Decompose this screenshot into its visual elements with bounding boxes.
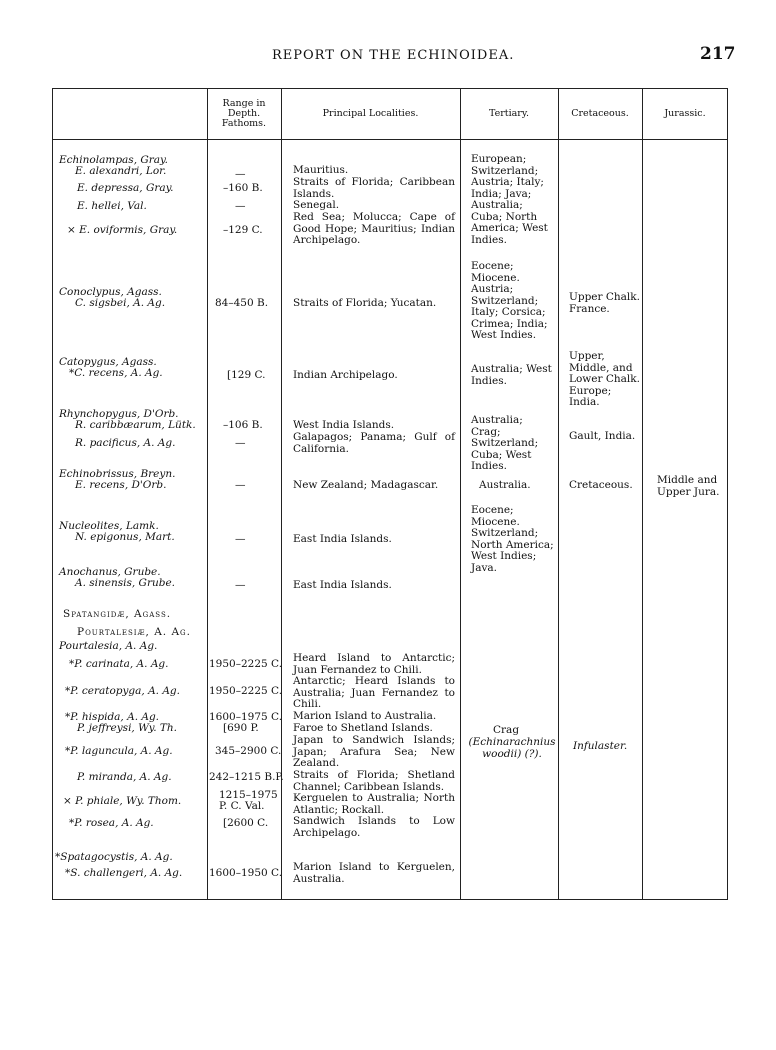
depth-value: —: [235, 579, 246, 591]
depth-value: 84–450 B.: [215, 297, 269, 309]
species-name: P. jeffreysi, Wy. Th.: [77, 722, 177, 734]
locality-text: New Zealand; Madagascar.: [293, 479, 439, 491]
tertiary-text: Australia; Crag; Switzerland; Cuba; West Indies.: [471, 414, 539, 472]
tertiary-text: Australia.: [479, 479, 531, 491]
locality-text: Heard Island to Antarctic; Juan Fernandez to Chili.: [293, 652, 455, 676]
depth-value: –160 B.: [223, 182, 263, 194]
locality-text: Indian Archipelago.: [293, 369, 398, 381]
depth-value: —: [235, 479, 246, 491]
species-name: R. caribbæarum, Lütk.: [75, 419, 196, 431]
locality-text: Mauritius.: [293, 164, 349, 176]
cretaceous-text: Cretaceous.: [569, 479, 633, 491]
locality-text: West India Islands.: [293, 419, 395, 431]
species-name: P. miranda, A. Ag.: [77, 771, 172, 783]
genus-name: *Spatagocystis, A. Ag.: [55, 851, 173, 863]
species-name: R. pacificus, A. Ag.: [75, 437, 176, 449]
species-name: × P. phiale, Wy. Thom.: [63, 795, 182, 807]
species-name: E. recens, D'Orb.: [75, 479, 167, 491]
tertiary-text: (Echinarachnius woodii) (?).: [468, 736, 556, 760]
locality-text: Straits of Florida; Shetland Channel; Caribbean Islands.: [293, 769, 455, 793]
depth-value: [2600 C.: [223, 817, 269, 829]
tertiary-text: Australia; West Indies.: [471, 363, 552, 387]
locality-text: Japan to Sandwich Islands; Japan; Arafura Sea; New Zealand.: [293, 734, 455, 769]
locality-text: Galapagos; Panama; Gulf of California.: [293, 431, 455, 455]
header-cretaceous: Cretaceous.: [571, 108, 629, 119]
column-divider: [460, 89, 461, 899]
tertiary-text: Crag: [493, 724, 520, 736]
depth-value: 1950–2225 C.: [209, 658, 283, 670]
species-name: *P. rosea, A. Ag.: [69, 817, 154, 829]
species-name: E. hellei, Val.: [77, 200, 147, 212]
species-name: *P. ceratopyga, A. Ag.: [65, 685, 180, 697]
species-name: A. sinensis, Grube.: [75, 577, 175, 589]
locality-text: Marion Island to Australia.: [293, 710, 437, 722]
tertiary-text: European; Switzerland; Austria; Italy; India; Java; Australia; Cuba; North America; West Indies.: [471, 153, 548, 246]
species-name: *C. recens, A. Ag.: [69, 367, 163, 379]
depth-value: –129 C.: [223, 224, 263, 236]
jurassic-text: Middle and Upper Jura.: [657, 474, 720, 498]
locality-text: East India Islands.: [293, 579, 392, 591]
tertiary-text: Eocene; Miocene. Switzerland; North America; West Indies; Java.: [471, 504, 554, 574]
genus-name: Catopygus, Agass.: [59, 356, 157, 368]
genus-name: Rhynchopygus, D'Orb.: [59, 408, 179, 420]
depth-value: 1600–1950 C.: [209, 867, 283, 879]
locality-text: Marion Island to Kerguelen, Australia.: [293, 861, 455, 885]
tertiary-text: Eocene; Miocene. Austria; Switzerland; Italy; Corsica; Crimea; India; West Indies.: [471, 260, 548, 341]
species-name: E. depressa, Gray.: [77, 182, 174, 194]
column-divider: [558, 89, 559, 899]
depth-value: —: [235, 168, 246, 180]
locality-text: Sandwich Islands to Low Archipelago.: [293, 815, 455, 839]
locality-text: Straits of Florida; Yucatan.: [293, 297, 437, 309]
species-name: *P. laguncula, A. Ag.: [65, 745, 173, 757]
genus-name: Anochanus, Grube.: [59, 566, 161, 578]
locality-text: Kerguelen to Australia; North Atlantic; Rockall.: [293, 792, 455, 816]
subfamily-heading: Pourtalesiæ, A. Ag.: [77, 626, 191, 638]
locality-text: Faroe to Shetland Islands.: [293, 722, 433, 734]
locality-text: East India Islands.: [293, 533, 392, 545]
depth-value: 1600–1975 C.: [209, 711, 283, 723]
genus-name: Pourtalesia, A. Ag.: [59, 640, 158, 652]
species-name: *S. challengeri, A. Ag.: [65, 867, 183, 879]
locality-text: Straits of Florida; Caribbean Islands.: [293, 176, 455, 200]
depth-value: [690 P.: [223, 722, 259, 734]
page-number: 217: [700, 44, 736, 64]
header-tertiary: Tertiary.: [489, 108, 529, 119]
species-name: × E. oviformis, Gray.: [67, 224, 178, 236]
header-localities: Principal Localities.: [322, 108, 419, 119]
page-header: [0, 44, 776, 68]
depth-value: [129 C.: [227, 369, 266, 381]
header-rule: [53, 139, 727, 140]
genus-name: Echinobrissus, Breyn.: [59, 468, 176, 480]
distribution-table: [52, 88, 728, 900]
genus-name: Echinolampas, Gray.: [59, 154, 168, 166]
depth-value: 1215–1975: [219, 789, 278, 801]
column-divider: [642, 89, 643, 899]
species-name: *P. carinata, A. Ag.: [69, 658, 169, 670]
cretaceous-text: Gault, India.: [569, 430, 636, 442]
cretaceous-text: Infulaster.: [573, 740, 628, 752]
cretaceous-text: Upper Chalk. France.: [569, 291, 640, 315]
column-divider: [207, 89, 208, 899]
depth-value: —: [235, 533, 246, 545]
genus-name: Conoclypus, Agass.: [59, 286, 162, 298]
species-name: *P. hispida, A. Ag.: [65, 711, 160, 723]
depth-value: —: [235, 200, 246, 212]
depth-value: –106 B.: [223, 419, 263, 431]
depth-value: 242–1215 B.P.: [209, 771, 284, 783]
depth-value: P. C. Val.: [219, 800, 265, 812]
depth-value: —: [235, 437, 246, 449]
genus-name: Nucleolites, Lamk.: [59, 520, 159, 532]
depth-value: 345–2900 C.: [215, 745, 282, 757]
locality-text: Antarctic; Heard Islands to Australia; Juan Fernandez to Chili.: [293, 675, 455, 710]
species-name: C. sigsbei, A. Ag.: [75, 297, 166, 309]
species-name: E. alexandri, Lor.: [75, 165, 167, 177]
family-heading: Spatangidæ, Agass.: [63, 608, 172, 620]
header-jurassic: Jurassic.: [664, 108, 706, 119]
locality-text: Senegal.: [293, 199, 340, 211]
locality-text: Red Sea; Molucca; Cape of Good Hope; Mauritius; Indian Archipelago.: [293, 211, 455, 246]
depth-value: 1950–2225 C.: [209, 685, 283, 697]
running-title: REPORT ON THE ECHINOIDEA.: [272, 48, 515, 63]
cretaceous-text: Upper, Middle, and Lower Chalk. Europe; India.: [569, 350, 640, 408]
species-name: N. epigonus, Mart.: [75, 531, 175, 543]
header-depth: Range in Depth. Fathoms.: [221, 98, 267, 129]
